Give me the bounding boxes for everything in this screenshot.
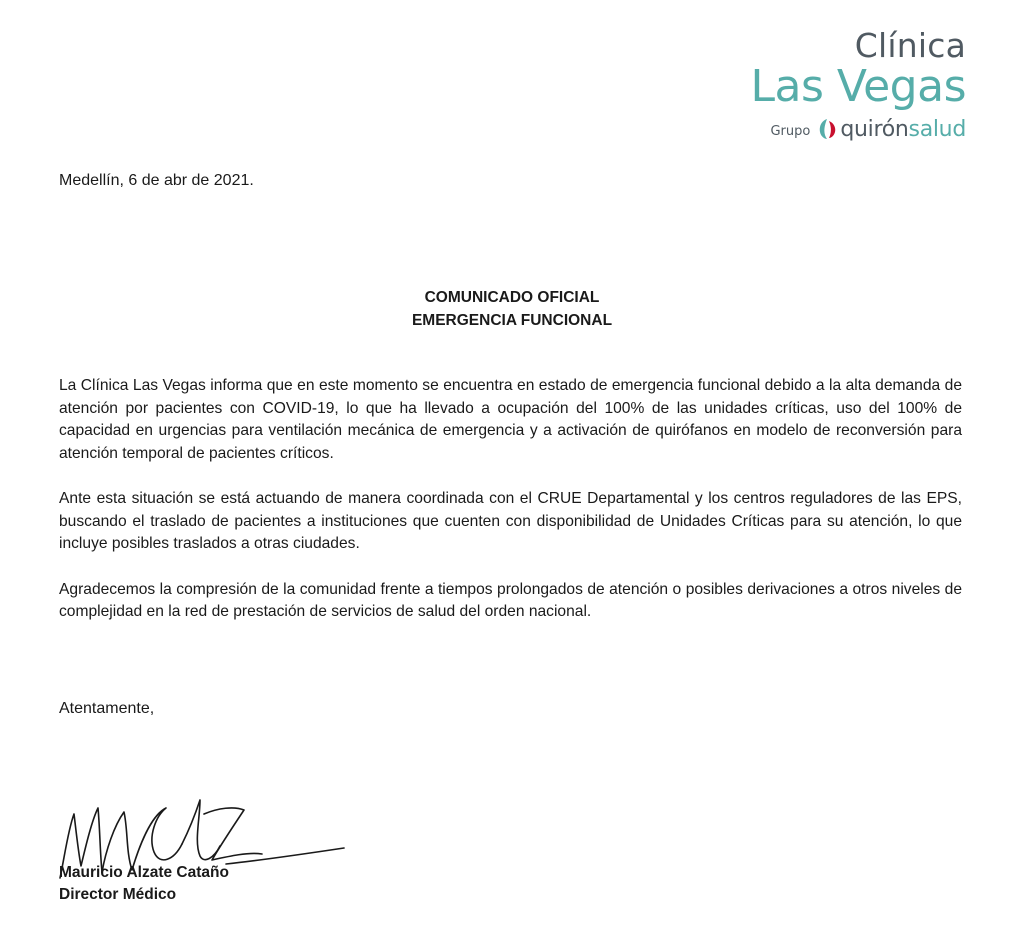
heading-line-2: EMERGENCIA FUNCIONAL <box>411 312 613 329</box>
letter-body <box>59 375 962 647</box>
signer-block <box>59 862 229 906</box>
signer-name: Mauricio Alzate Cataño <box>59 864 229 881</box>
letter-closing: Atentamente, <box>59 700 155 717</box>
logo-brand-salud: salud <box>908 116 966 142</box>
letter-date: Medellín, 6 de abr de 2021. <box>59 172 254 189</box>
logo-clinica-text: Clínica <box>854 26 966 65</box>
body-paragraph-2: Ante esta situación se está actuando de manera coordinada con el CRUE Departamental y los centros reguladores de las EPS, buscando el traslado de pacientes a instituciones que cuenten con disponibilidad de Unidades Críticas para su atención, lo que incluye posibles traslados a otras ciudades. <box>59 490 962 552</box>
logo-brand-quiron: quirón <box>840 116 909 142</box>
body-paragraph-1: La Clínica Las Vegas informa que en este momento se encuentra en estado de emergencia funcional debido a la alta demanda de atención por pacientes con COVID-19, lo que ha llevado a ocupación del 100% de las unidades críticas, uso del 100% de capacidad en urgencias para ventilación mecánica de emergencia y a activación de quirófanos en modelo de reconversión para atención temporal de pacientes críticos. <box>59 377 962 462</box>
clinic-logo <box>706 26 966 142</box>
quironsalud-leaf-icon <box>818 117 838 141</box>
letter-heading <box>0 286 1024 332</box>
heading-line-1: COMUNICADO OFICIAL <box>424 289 600 306</box>
logo-name-text: Las Vegas <box>750 61 966 112</box>
logo-brand <box>840 117 966 142</box>
logo-group-row <box>706 116 966 142</box>
logo-grupo-text: Grupo <box>770 124 811 139</box>
signer-title: Director Médico <box>59 886 177 903</box>
body-paragraph-3: Agradecemos la compresión de la comunidad frente a tiempos prolongados de atención o posibles derivaciones a otros niveles de complejidad en la red de prestación de servicios de salud del orden nacional. <box>59 580 962 620</box>
